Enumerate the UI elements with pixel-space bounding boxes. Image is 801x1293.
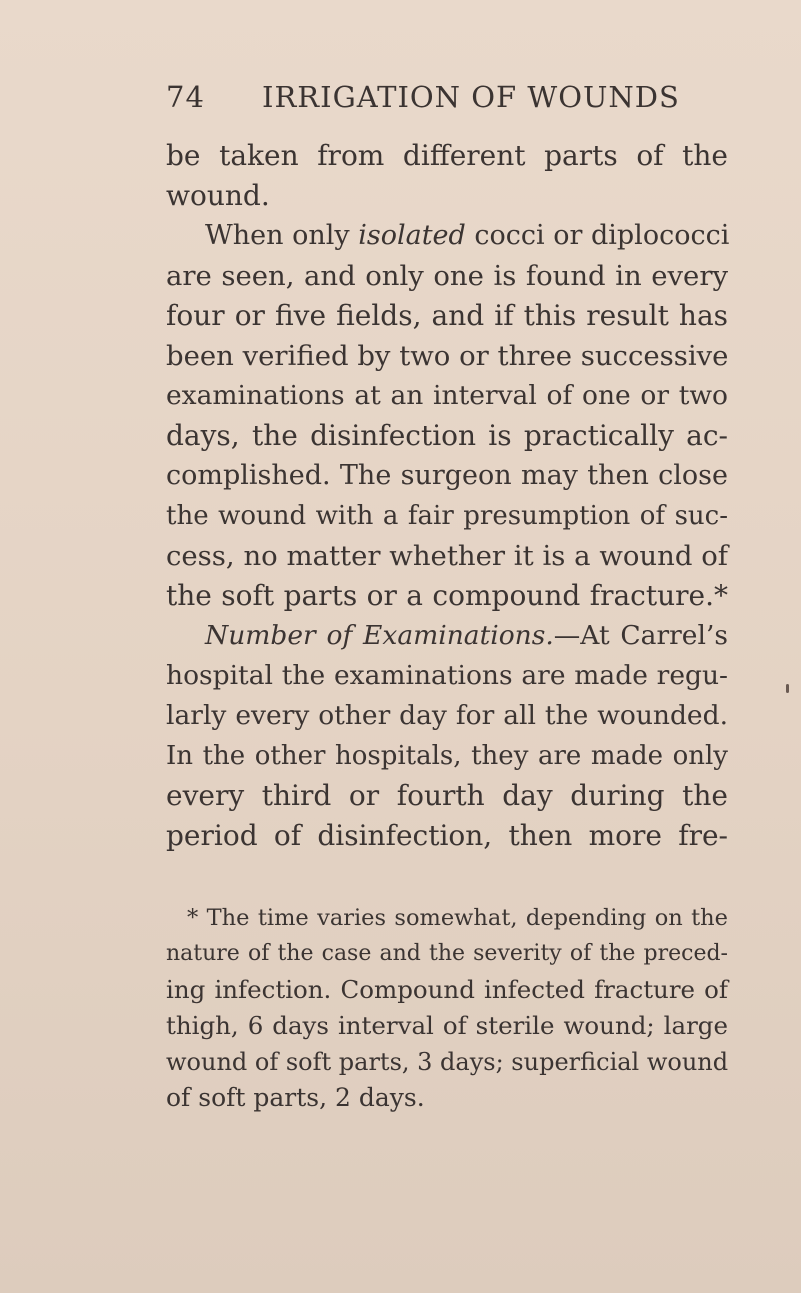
text-line: period of disinfection, then more fre- bbox=[166, 819, 728, 852]
text-line: be taken from different parts of the bbox=[166, 139, 728, 172]
running-head: IRRIGATION OF WOUNDS bbox=[262, 80, 680, 114]
section-heading: Number of Examinations. bbox=[205, 620, 554, 651]
footnote-line: * The time varies somewhat, depending on the bbox=[187, 905, 728, 931]
text-line: wound. bbox=[166, 179, 270, 212]
page-header bbox=[166, 80, 680, 124]
text-line: are seen, and only one is found in every bbox=[166, 260, 728, 292]
page-number: 74 bbox=[166, 80, 205, 114]
paper-speck bbox=[786, 684, 789, 693]
text-run: cocci or diplococci bbox=[465, 220, 730, 251]
text-line: hospital the examinations are made regu- bbox=[166, 660, 728, 691]
footnote-line: wound of soft parts, 3 days; superficial wound bbox=[166, 1048, 729, 1076]
footnote-line: nature of the case and the severity of the preced- bbox=[166, 941, 728, 966]
italic-term: isolated bbox=[358, 220, 466, 251]
text-run: When only bbox=[205, 220, 359, 251]
text-line: every third or fourth day during the bbox=[166, 779, 728, 812]
text-line bbox=[205, 216, 728, 256]
text-line: the wound with a fair presumption of suc- bbox=[166, 501, 728, 531]
text-line: been verified by two or three successive bbox=[166, 340, 729, 372]
text-line: larly every other day for all the wounded. bbox=[166, 700, 728, 731]
text-line: complished. The surgeon may then close bbox=[166, 460, 728, 491]
text-line: cess, no matter whether it is a wound of bbox=[166, 540, 728, 572]
text-run: —At Carrel’s bbox=[553, 620, 728, 651]
text-line: days, the disinfection is practically ac- bbox=[166, 419, 728, 452]
text-line bbox=[205, 616, 728, 656]
text-line: In the other hospitals, they are made only bbox=[166, 741, 728, 771]
footnote-line: ing infection. Compound infected fracture of bbox=[166, 975, 728, 1004]
footnote-line: thigh, 6 days interval of sterile wound; large bbox=[166, 1011, 728, 1040]
text-line: the soft parts or a compound fracture.* bbox=[166, 579, 728, 612]
text-line: examinations at an interval of one or two bbox=[166, 380, 728, 411]
footnote-line: of soft parts, 2 days. bbox=[166, 1083, 425, 1112]
text-line: four or five fields, and if this result has bbox=[166, 299, 728, 332]
